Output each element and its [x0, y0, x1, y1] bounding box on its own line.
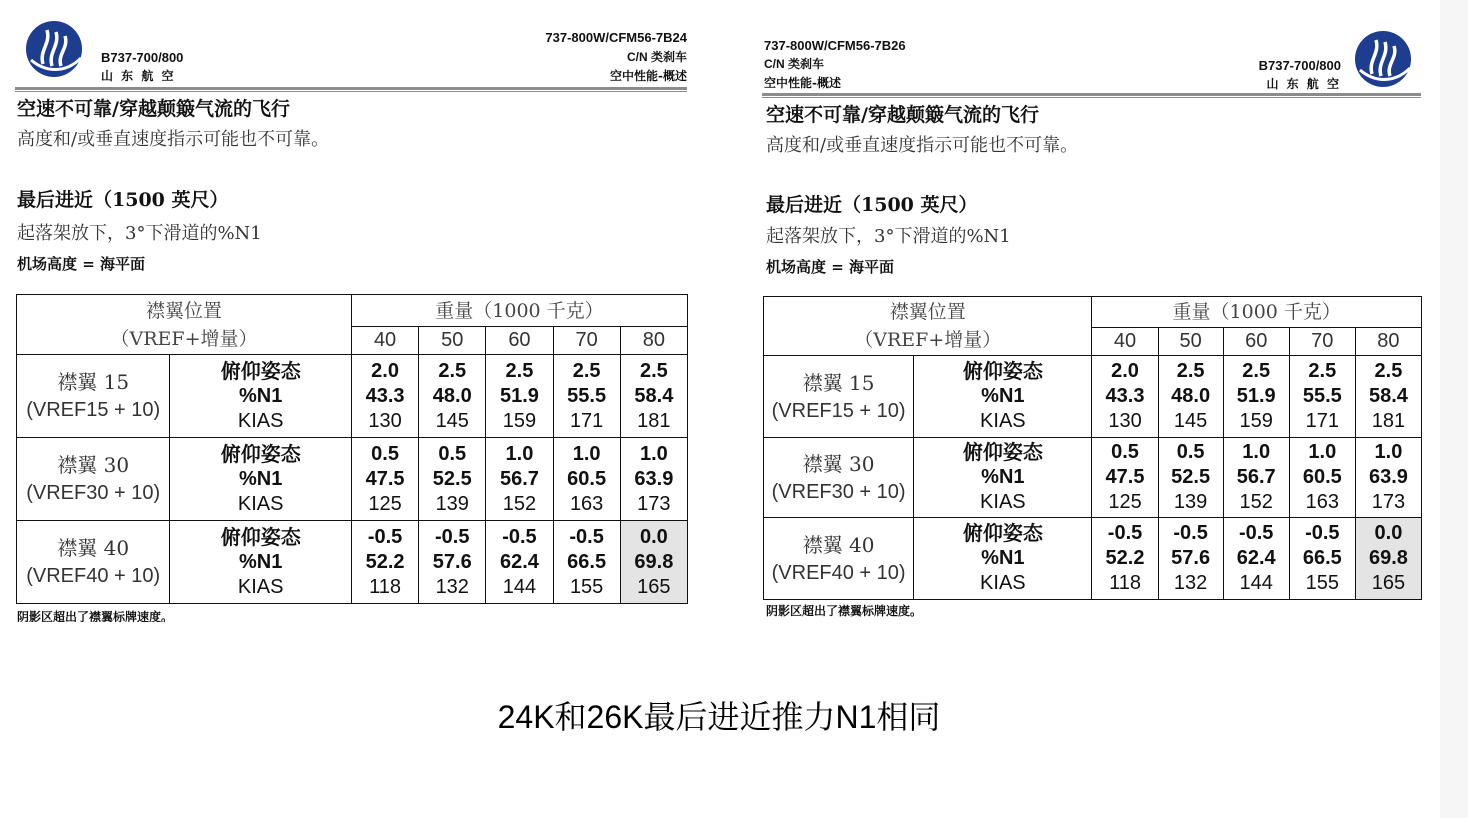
n1-value: 56.7	[1236, 466, 1276, 489]
flap-name: 襟翼 15	[57, 370, 130, 394]
elevation-text: 机场高度 = 海平面	[766, 258, 895, 276]
flap-header-line2: （VREF+增量）	[110, 327, 258, 350]
kias-label: KIAS	[237, 409, 284, 432]
pitch-value: 1.0	[572, 442, 601, 465]
kias-value: 145	[435, 409, 469, 432]
kias-value: 163	[569, 492, 604, 515]
pitch-value: -0.5	[367, 525, 403, 548]
n1-value: 63.9	[634, 467, 674, 490]
pitch-value: 2.5	[572, 359, 601, 382]
pitch-value: 1.0	[505, 442, 534, 465]
header-rule-thin	[15, 91, 687, 92]
weight-col: 80	[1355, 328, 1421, 356]
flap-setting-cell	[764, 518, 914, 600]
section-title: 最后进近（1500 英尺）	[766, 194, 978, 216]
value-cell	[1289, 437, 1355, 518]
airline-name: 山 东 航 空	[1266, 77, 1341, 91]
kias-value: 159	[1239, 410, 1273, 433]
n1-value: 55.5	[1302, 385, 1342, 408]
shaded-value-cell	[620, 521, 687, 604]
pitch-value: 2.5	[1308, 360, 1337, 383]
value-cell	[1158, 437, 1223, 518]
pitch-value: -0.5	[435, 525, 470, 548]
flap-vref: (VREF30 + 10)	[771, 480, 906, 503]
value-cell	[1289, 518, 1355, 600]
kias-value: 173	[637, 492, 671, 515]
pitch-value: 2.0	[371, 359, 399, 382]
flap-setting-cell	[17, 438, 170, 521]
row-label-cell	[170, 521, 352, 604]
kias-label: KIAS	[980, 491, 1026, 514]
flap-name: 襟翼 40	[57, 536, 130, 560]
pitch-value: -0.5	[1107, 522, 1143, 545]
kias-value: 118	[369, 575, 401, 598]
n1-value: 43.3	[365, 384, 405, 407]
flap-header-line1: 襟翼位置	[145, 299, 222, 322]
shandong-airlines-logo-icon	[1354, 30, 1412, 88]
value-cell	[1289, 356, 1355, 438]
weight-col: 40	[351, 327, 418, 355]
pitch-value: 0.0	[639, 525, 668, 548]
pitch-value: 2.5	[438, 359, 467, 382]
kias-value: 125	[1108, 491, 1142, 514]
n1-value: 62.4	[1236, 547, 1276, 570]
header-rule-thin	[762, 97, 1421, 98]
flap-setting-cell	[764, 437, 914, 518]
kias-label: KIAS	[237, 575, 284, 598]
n1-value: 56.7	[499, 467, 539, 490]
flap-vref: (VREF15 + 10)	[771, 399, 906, 422]
n1-value: 57.6	[432, 550, 472, 573]
n1-label: %N1	[981, 385, 1025, 408]
pitch-label: 俯仰姿态	[220, 524, 301, 549]
weight-col: 50	[419, 327, 486, 355]
value-cell	[486, 521, 553, 604]
n1-value: 52.2	[365, 550, 405, 573]
value-cell	[1223, 437, 1289, 518]
shaded-footnote: 阴影区超出了襟翼标牌速度。	[766, 604, 923, 618]
pitch-value: 2.5	[1176, 360, 1205, 383]
pitch-value: 0.0	[1374, 522, 1403, 545]
flap-vref: (VREF30 + 10)	[26, 482, 161, 504]
value-cell	[1223, 356, 1289, 438]
pitch-label: 俯仰姿态	[220, 358, 301, 383]
airline-model: B737-700/800	[1258, 58, 1341, 73]
n1-value: 69.8	[634, 550, 674, 573]
kias-value: 163	[1305, 491, 1339, 514]
weight-header: 重量（1000 千克）	[351, 295, 687, 327]
kias-value: 118	[1109, 572, 1141, 595]
flap-setting-cell	[764, 356, 914, 438]
n1-value: 63.9	[1368, 466, 1408, 489]
right-edge-strip	[1440, 0, 1468, 818]
value-cell	[553, 438, 620, 521]
kias-value: 155	[569, 575, 604, 598]
weight-col: 80	[620, 327, 687, 355]
n1-value: 47.5	[365, 467, 405, 490]
weight-col: 60	[486, 327, 553, 355]
kias-value: 145	[1173, 410, 1208, 433]
kias-value: 165	[1371, 572, 1406, 595]
heading-note: 高度和/或垂直速度指示可能也不可靠。	[766, 135, 1079, 156]
kias-value: 152	[502, 492, 537, 515]
pitch-value: 0.5	[1111, 441, 1139, 464]
flap-name: 襟翼 30	[802, 451, 875, 476]
pitch-value: 2.5	[1374, 360, 1403, 383]
pitch-value: 2.5	[505, 359, 534, 382]
cn-reference: C/N 类刹车	[764, 57, 825, 71]
pitch-value: 1.0	[1308, 441, 1337, 464]
flap-header-line1: 襟翼位置	[889, 301, 966, 324]
cn-reference: C/N 类刹车	[626, 50, 687, 64]
heading-note: 高度和/或垂直速度指示可能也不可靠。	[17, 129, 330, 150]
flap-name: 襟翼 40	[802, 532, 875, 557]
engine-reference: 737-800W/CFM56-7B24	[545, 30, 687, 45]
n1-label: %N1	[239, 467, 283, 490]
flap-header-line2: （VREF+增量）	[854, 329, 1002, 352]
n1-value: 66.5	[1302, 547, 1342, 570]
section-reference: 空中性能-概述	[610, 69, 687, 83]
shaded-footnote: 阴影区超出了襟翼标牌速度。	[17, 610, 174, 622]
page-heading: 空速不可靠/穿越颠簸气流的飞行	[17, 98, 290, 120]
kias-value: 159	[502, 409, 537, 432]
kias-value: 165	[637, 575, 671, 598]
n1-value: 69.8	[1368, 547, 1408, 570]
n1-value: 51.9	[1236, 385, 1276, 408]
value-cell	[419, 355, 486, 438]
airline-name: 山 东 航 空	[101, 69, 176, 83]
value-cell	[351, 438, 418, 521]
caption-text: 24K和26K最后进近推力N1相同	[497, 699, 941, 735]
airline-model: B737-700/800	[101, 50, 184, 65]
flap-header-cell	[17, 295, 352, 355]
value-cell	[620, 355, 687, 438]
row-label-cell	[170, 438, 352, 521]
kias-value: 139	[1173, 491, 1208, 514]
condition-text: 起落架放下，3°下滑道的%N1	[17, 223, 262, 244]
value-cell	[1092, 518, 1158, 600]
n1-value: 58.4	[1368, 385, 1408, 408]
kias-value: 130	[1108, 410, 1142, 433]
n1-value: 52.2	[1105, 547, 1145, 570]
header-rule	[762, 93, 1421, 96]
flap-name: 襟翼 30	[57, 453, 130, 477]
condition-text: 起落架放下，3°下滑道的%N1	[766, 226, 1011, 247]
page-heading: 空速不可靠/穿越颠簸气流的飞行	[766, 104, 1039, 126]
row-label-cell	[170, 355, 352, 438]
pitch-value: 1.0	[1242, 441, 1271, 464]
kias-label: KIAS	[237, 492, 284, 515]
value-cell	[486, 355, 553, 438]
flap-setting-cell	[17, 521, 170, 604]
flap-name: 襟翼 15	[802, 370, 875, 395]
row-label-cell	[914, 437, 1092, 518]
value-cell	[486, 438, 553, 521]
shaded-value-cell	[1355, 518, 1421, 600]
weight-col: 50	[1158, 328, 1223, 356]
value-cell	[419, 521, 486, 604]
weight-col: 40	[1092, 328, 1158, 356]
kias-value: 155	[1305, 572, 1339, 595]
value-cell	[1355, 356, 1421, 438]
shandong-airlines-logo-icon	[25, 20, 83, 78]
flap-vref: (VREF40 + 10)	[771, 561, 906, 584]
flap-setting-cell	[17, 355, 170, 438]
n1-value: 52.5	[432, 467, 472, 490]
n1-value: 66.5	[567, 550, 607, 573]
header-rule	[15, 87, 687, 90]
kias-value: 130	[368, 409, 402, 432]
pitch-label: 俯仰姿态	[962, 521, 1043, 546]
n1-label: %N1	[239, 550, 283, 573]
engine-reference: 737-800W/CFM56-7B26	[764, 38, 906, 53]
value-cell	[1158, 518, 1223, 600]
pitch-value: 0.5	[371, 442, 399, 465]
n1-label: %N1	[239, 384, 283, 407]
pitch-label: 俯仰姿态	[220, 441, 301, 466]
n1-label: %N1	[981, 547, 1025, 570]
pitch-value: 1.0	[1374, 441, 1403, 464]
value-cell	[1092, 437, 1158, 518]
pitch-value: -0.5	[1173, 522, 1208, 545]
section-reference: 空中性能-概述	[764, 76, 841, 90]
kias-value: 125	[368, 492, 402, 515]
n1-value: 48.0	[432, 384, 472, 407]
kias-label: KIAS	[980, 572, 1026, 595]
pitch-value: -0.5	[1305, 522, 1340, 545]
value-cell	[620, 438, 687, 521]
kias-label: KIAS	[980, 410, 1026, 433]
weight-col: 60	[1223, 328, 1289, 356]
kias-value: 171	[569, 409, 604, 432]
weight-col: 70	[553, 327, 620, 355]
n1-value: 60.5	[1302, 466, 1342, 489]
pitch-value: 0.5	[438, 442, 467, 465]
kias-value: 144	[1239, 572, 1273, 595]
n1-value: 51.9	[499, 384, 539, 407]
n1-value: 58.4	[634, 384, 674, 407]
value-cell	[1158, 356, 1223, 438]
kias-value: 181	[1371, 410, 1406, 433]
value-cell	[1092, 356, 1158, 438]
flap-header-cell	[764, 297, 1092, 356]
pitch-value: -0.5	[502, 525, 537, 548]
n1-value: 55.5	[567, 384, 607, 407]
n1-value: 47.5	[1105, 466, 1145, 489]
value-cell	[1355, 437, 1421, 518]
kias-value: 152	[1239, 491, 1273, 514]
pitch-label: 俯仰姿态	[962, 359, 1043, 384]
weight-header: 重量（1000 千克）	[1092, 297, 1422, 328]
n1-label: %N1	[981, 466, 1025, 489]
n1-value: 43.3	[1105, 385, 1145, 408]
kias-value: 181	[637, 409, 671, 432]
row-label-cell	[914, 518, 1092, 600]
pitch-value: 2.0	[1111, 360, 1139, 383]
n1-value: 62.4	[499, 550, 539, 573]
row-label-cell	[914, 356, 1092, 438]
kias-value: 144	[502, 575, 537, 598]
pitch-value: 2.5	[1242, 360, 1271, 383]
weight-col: 70	[1289, 328, 1355, 356]
value-cell	[553, 521, 620, 604]
value-cell	[419, 438, 486, 521]
slide-caption	[0, 697, 1468, 737]
pitch-value: 1.0	[639, 442, 668, 465]
n1-performance-table	[763, 296, 1422, 600]
kias-value: 171	[1305, 410, 1339, 433]
pitch-label: 俯仰姿态	[962, 440, 1043, 465]
n1-performance-table	[16, 294, 688, 604]
value-cell	[351, 521, 418, 604]
elevation-text: 机场高度 = 海平面	[17, 255, 146, 273]
kias-value: 173	[1371, 491, 1406, 514]
value-cell	[553, 355, 620, 438]
pitch-value: -0.5	[569, 525, 604, 548]
flap-vref: (VREF15 + 10)	[26, 399, 161, 421]
section-title: 最后进近（1500 英尺）	[17, 189, 229, 211]
n1-value: 57.6	[1171, 547, 1211, 570]
n1-value: 60.5	[567, 467, 607, 490]
flap-vref: (VREF40 + 10)	[26, 565, 161, 587]
pitch-value: -0.5	[1238, 522, 1274, 545]
pitch-value: 2.5	[639, 359, 668, 382]
kias-value: 132	[1173, 572, 1208, 595]
value-cell	[1223, 518, 1289, 600]
kias-value: 139	[435, 492, 469, 515]
kias-value: 132	[435, 575, 469, 598]
value-cell	[351, 355, 418, 438]
n1-value: 48.0	[1171, 385, 1211, 408]
n1-value: 52.5	[1171, 466, 1211, 489]
pitch-value: 0.5	[1176, 441, 1205, 464]
